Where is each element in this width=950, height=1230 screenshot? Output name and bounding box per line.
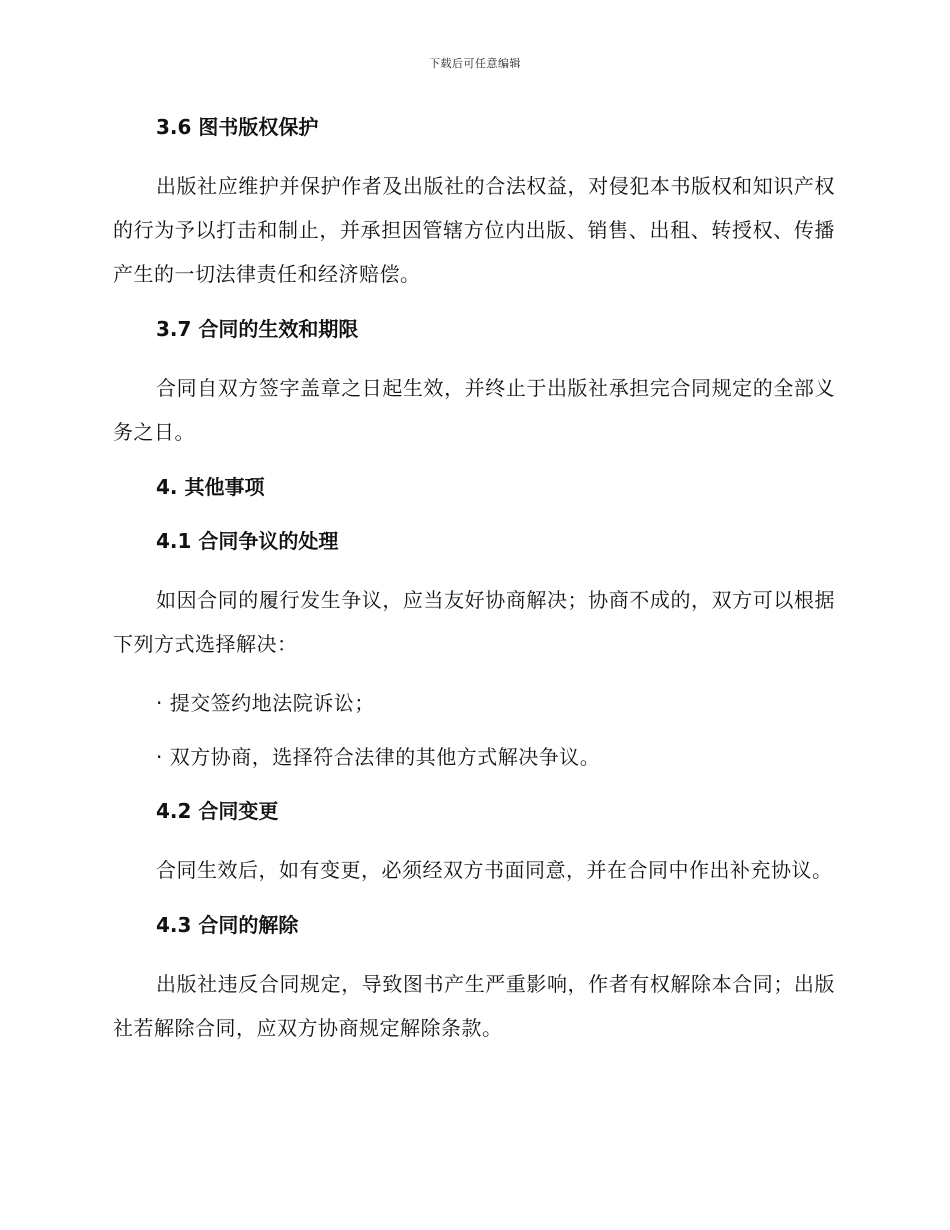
section-heading-4-3: 4.3 合同的解除: [156, 913, 299, 937]
section-heading-3-7: 3.7 合同的生效和期限: [156, 317, 359, 341]
section-paragraph-4-2: 合同生效后，如有变更，必须经双方书面同意，并在合同中作出补充协议。: [156, 858, 833, 882]
section-heading-4-1: 4.1 合同争议的处理: [156, 529, 339, 553]
section-paragraph-4-1: 如因合同的履行发生争议，应当友好协商解决；协商不成的，双方可以根据下列方式选择解决：: [113, 588, 835, 656]
section-paragraph-3-6: 出版社应维护并保护作者及出版社的合法权益，对侵犯本书版权和知识产权的行为予以打击和制止，并承担因管辖方位内出版、销售、出租、转授权、传播产生的一切法律责任和经济赔偿。: [113, 174, 835, 286]
page-header-note: 下载后可任意编辑: [429, 57, 521, 70]
list-item: · 提交签约地法院诉讼；: [156, 691, 375, 715]
section-paragraph-3-7: 合同自双方签字盖章之日起生效，并终止于出版社承担完合同规定的全部义务之日。: [113, 376, 835, 444]
section-heading-3-6: 3.6 图书版权保护: [156, 115, 319, 139]
section-heading-4: 4. 其他事项: [156, 475, 265, 499]
section-heading-4-2: 4.2 合同变更: [156, 799, 279, 823]
section-paragraph-4-3: 出版社违反合同规定，导致图书产生严重影响，作者有权解除本合同；出版社若解除合同，应双方协商规定解除条款。: [113, 972, 835, 1040]
list-item: · 双方协商，选择符合法律的其他方式解决争议。: [156, 745, 601, 769]
document-body: [113, 110, 835, 1050]
